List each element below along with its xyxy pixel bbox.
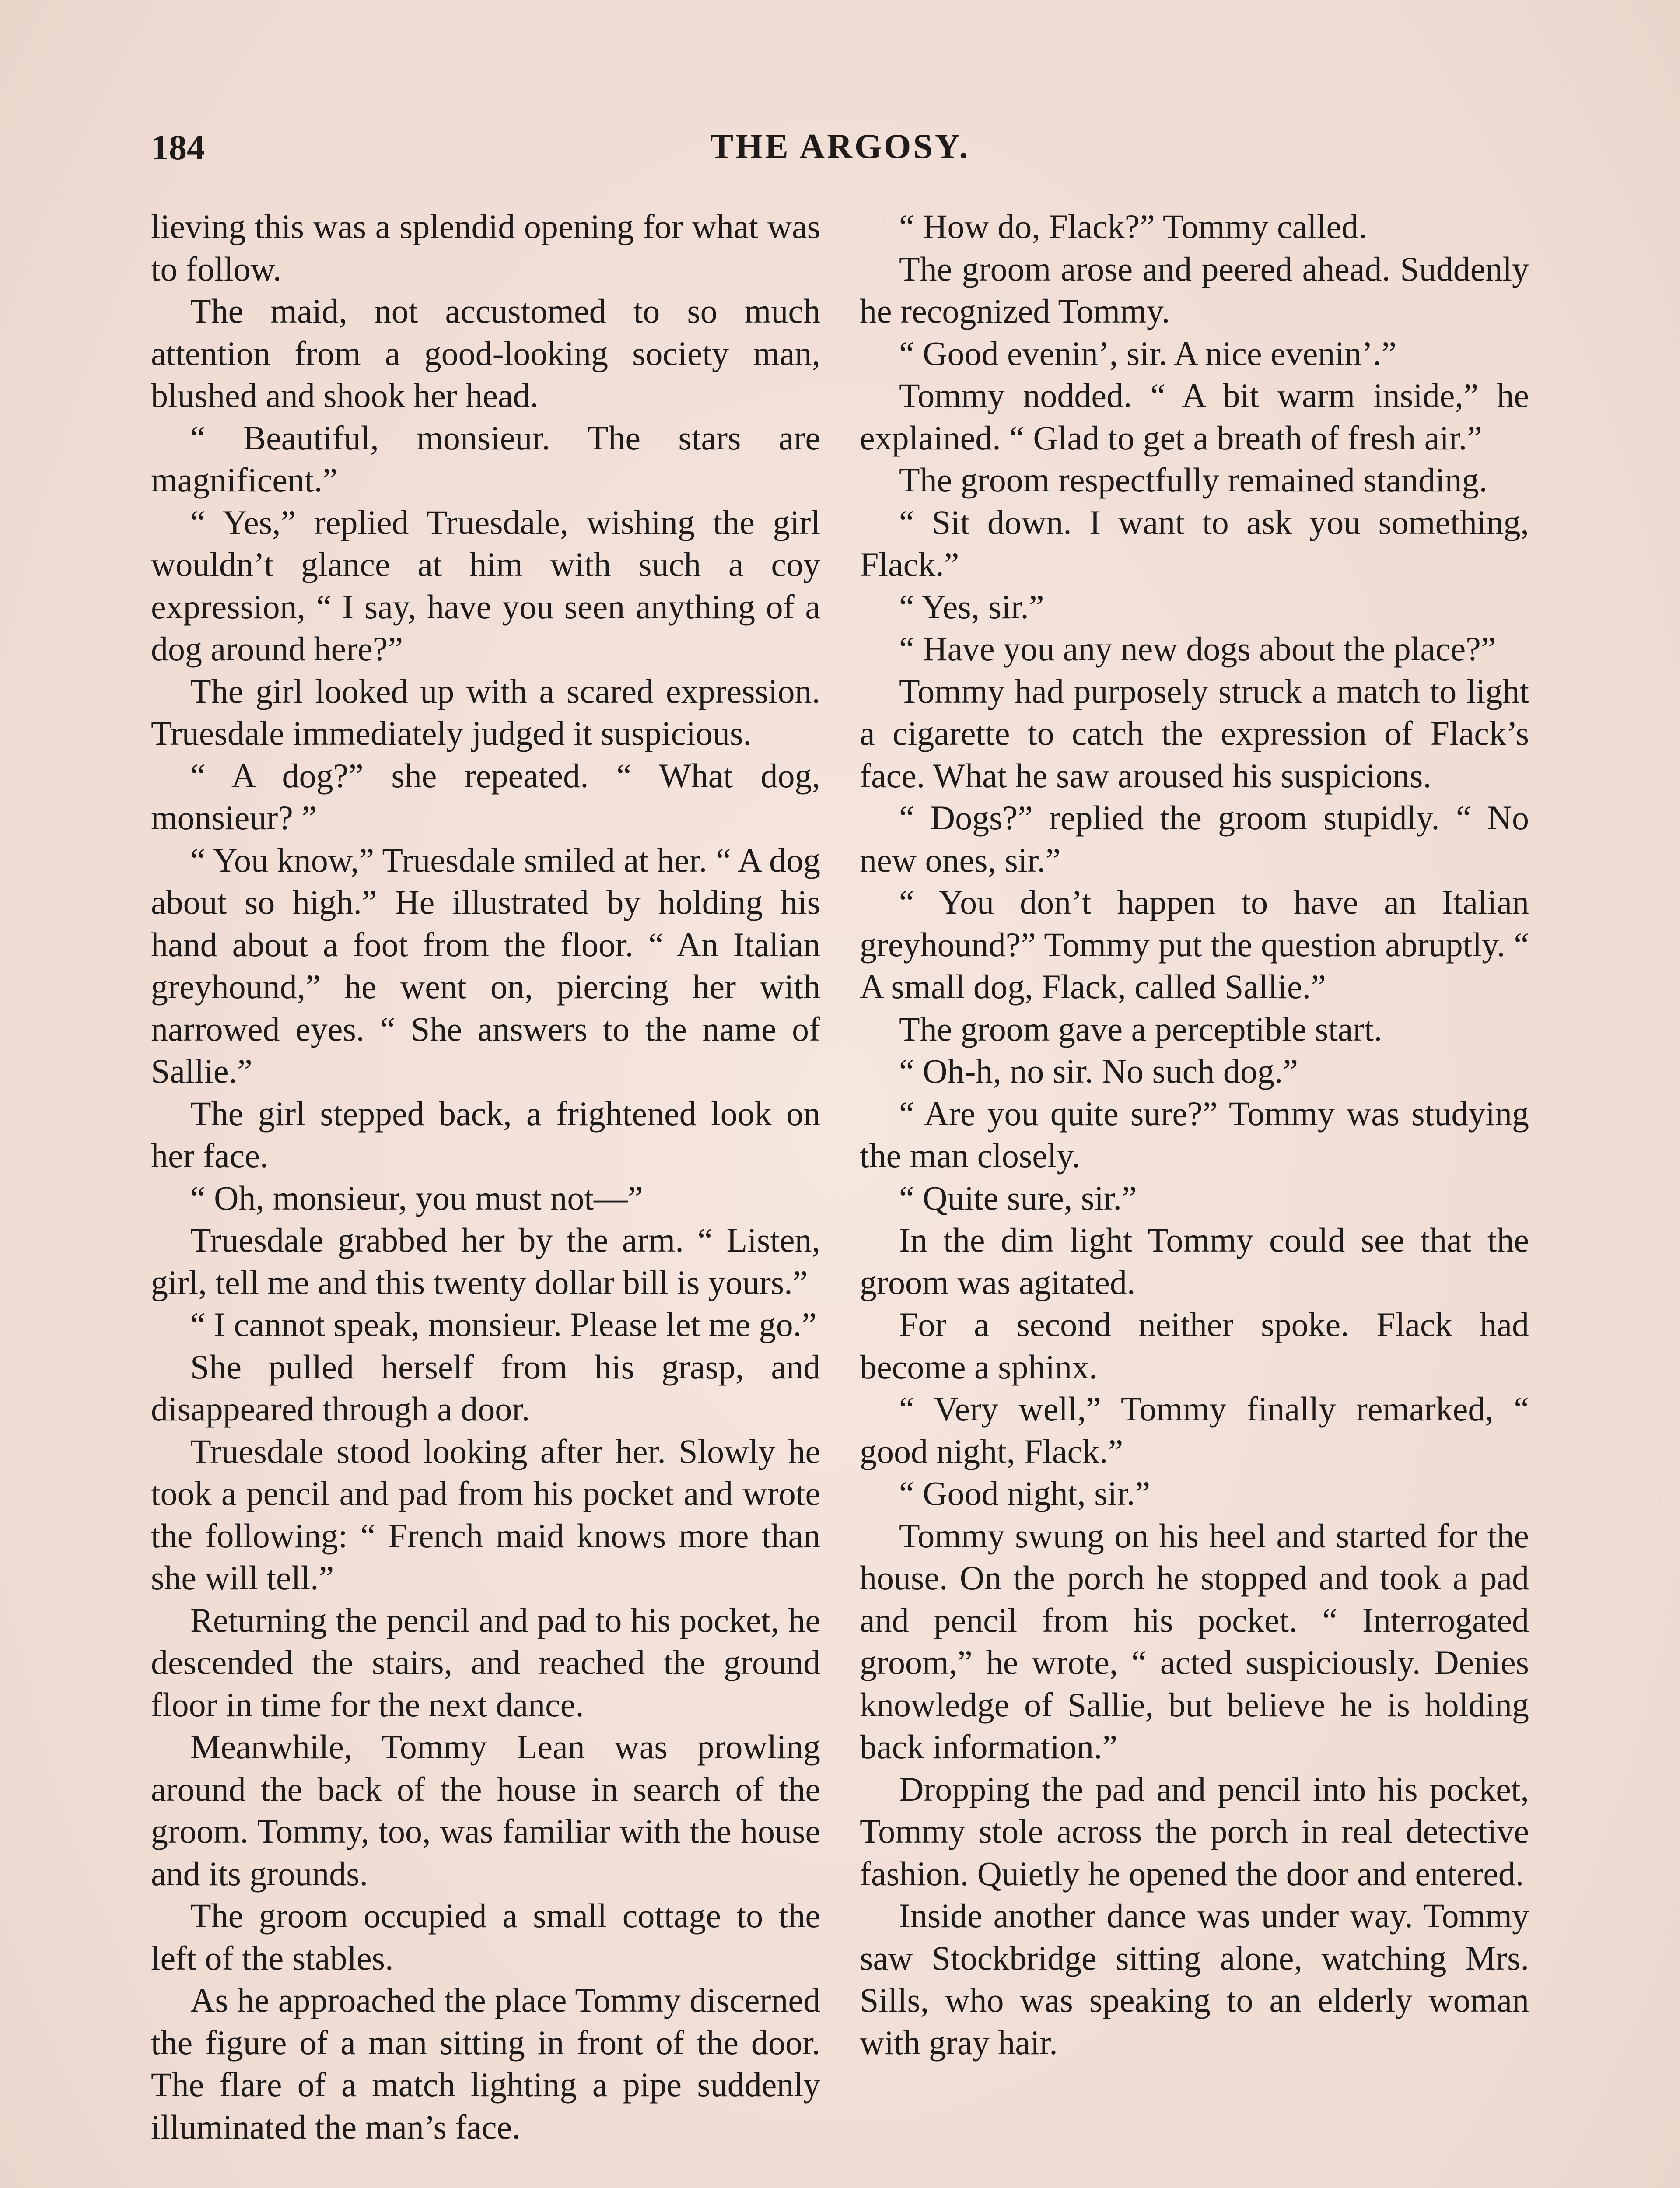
- paragraph: The groom occupied a small cottage to the left of the stables.: [151, 1897, 820, 1977]
- paragraph: The groom respectfully remained standing.: [899, 461, 1488, 499]
- paragraph: Dropping the pad and pencil into his pocket, Tommy stole across the porch in real detective fashion. Quietly he opened the door and entered.: [860, 1770, 1529, 1893]
- page-number: 184: [151, 127, 205, 167]
- paragraph: “ Beautiful, monsieur. The stars are magnificent.”: [151, 418, 820, 499]
- paragraph: As he approached the place Tommy discerned the figure of a man sitting in front of the door. The flare of a match lighting a pipe suddenly illuminated the man’s face.: [151, 1981, 820, 2146]
- paragraph: lieving this was a splendid opening for what was to follow.: [151, 207, 820, 288]
- paragraph: “ Quite sure, sir.”: [899, 1178, 1137, 1217]
- paragraph: “ Good night, sir.”: [899, 1474, 1151, 1512]
- right-column: [860, 206, 1529, 2064]
- page-header: [151, 127, 1529, 179]
- paragraph: Tommy had purposely struck a match to light a cigarette to catch the expression of Flack’s face. What he saw aroused his suspicions.: [860, 672, 1529, 795]
- paragraph: “ Yes, sir.”: [899, 587, 1044, 626]
- paragraph: Meanwhile, Tommy Lean was prowling around the back of the house in search of the groom. Tommy, too, was familiar with the house and its grounds.: [151, 1728, 820, 1893]
- paragraph: The groom arose and peered ahead. Suddenly he recognized Tommy.: [860, 249, 1529, 330]
- paragraph: Truesdale grabbed her by the arm. “ Listen, girl, tell me and this twenty dollar bill is yours.”: [151, 1221, 820, 1301]
- paragraph: “ You don’t happen to have an Italian greyhound?” Tommy put the question abruptly. “ A small dog, Flack, called Sallie.”: [860, 883, 1529, 1006]
- paragraph: The girl looked up with a scared expression. Truesdale immediately judged it suspicious.: [151, 672, 820, 752]
- paragraph: Inside another dance was under way. Tommy saw Stockbridge sitting alone, watching Mrs. Sills, who was speaking to an elderly woman with gray hair.: [860, 1897, 1529, 2062]
- paragraph: “ Yes,” replied Truesdale, wishing the girl wouldn’t glance at him with such a coy expression, “ I say, have you seen anything of a dog around here?”: [151, 503, 820, 668]
- paragraph: For a second neither spoke. Flack had become a sphinx.: [860, 1305, 1529, 1386]
- paragraph: “ I cannot speak, monsieur. Please let me go.”: [190, 1305, 817, 1343]
- paragraph: Tommy nodded. “ A bit warm inside,” he explained. “ Glad to get a breath of fresh air.”: [860, 376, 1529, 457]
- paragraph: “ You know,” Truesdale smiled at her. “ A dog about so high.” He illustrated by holding his hand about a foot from the floor. “ An Italian greyhound,” he went on, piercing her with narrowed eyes. “ She answers to the name of Sallie.”: [151, 841, 820, 1090]
- paragraph: “ How do, Flack?” Tommy called.: [899, 207, 1367, 245]
- left-column: [151, 206, 820, 2148]
- paragraph: “ Very well,” Tommy finally remarked, “ good night, Flack.”: [860, 1390, 1529, 1470]
- paragraph: The maid, not accustomed to so much attention from a good-looking society man, blushed and shook her head.: [151, 292, 820, 414]
- running-head: THE ARGOSY.: [710, 127, 970, 166]
- paragraph: “ A dog?” she repeated. “ What dog, monsieur? ”: [151, 756, 820, 837]
- paragraph: “ Dogs?” replied the groom stupidly. “ No new ones, sir.”: [860, 799, 1529, 879]
- paragraph: “ Are you quite sure?” Tommy was studying the man closely.: [860, 1094, 1529, 1175]
- paragraph: “ Have you any new dogs about the place?”: [899, 630, 1496, 668]
- paragraph: Tommy swung on his heel and started for the house. On the porch he stopped and took a pad and pencil from his pocket. “ Interrogated groom,” he wrote, “ acted suspiciously. Denies knowledge of Sallie, but believe he is holding back information.”: [860, 1516, 1529, 1766]
- paragraph: Truesdale stood looking after her. Slowly he took a pencil and pad from his pocket and wrote the following: “ French maid knows more than she will tell.”: [151, 1432, 820, 1597]
- paragraph: She pulled herself from his grasp, and disappeared through a door.: [151, 1347, 820, 1428]
- paragraph: The groom gave a perceptible start.: [899, 1010, 1382, 1048]
- paragraph: “ Oh, monsieur, you must not—”: [190, 1178, 643, 1217]
- paragraph: “ Oh-h, no sir. No such dog.”: [899, 1052, 1298, 1090]
- paragraph: “ Good evenin’, sir. A nice evenin’.”: [899, 334, 1397, 372]
- paragraph: The girl stepped back, a frightened look on her face.: [151, 1094, 820, 1175]
- paragraph: “ Sit down. I want to ask you something, Flack.”: [860, 503, 1529, 583]
- paragraph: Returning the pencil and pad to his pocket, he descended the stairs, and reached the ground floor in time for the next dance.: [151, 1601, 820, 1724]
- paragraph: In the dim light Tommy could see that the groom was agitated.: [860, 1221, 1529, 1301]
